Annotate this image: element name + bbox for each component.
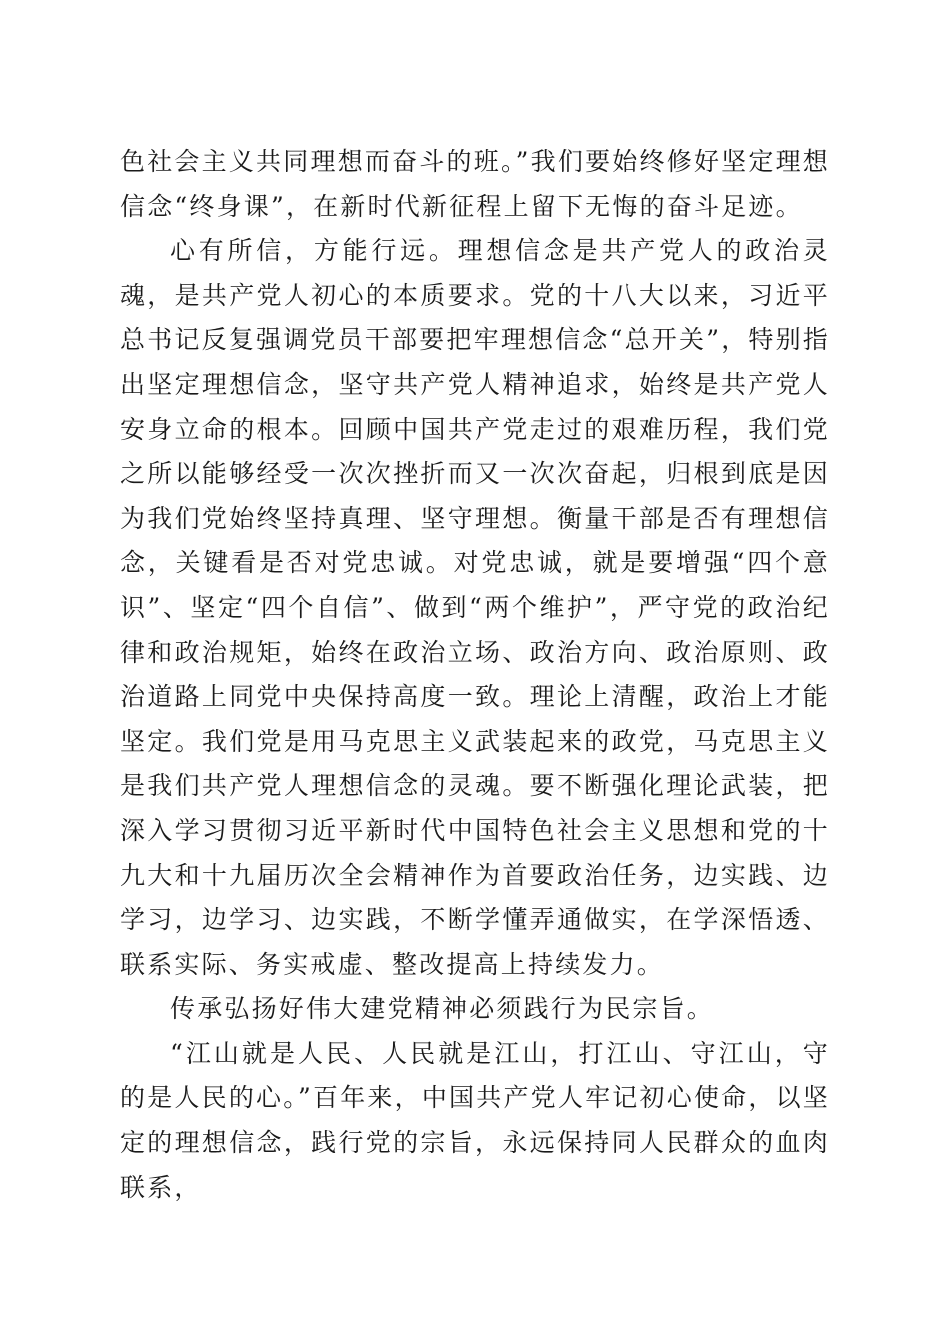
paragraph-3-heading: 传承弘扬好伟大建党精神必须践行为民宗旨。 <box>170 994 715 1024</box>
paragraph-1: 色社会主义共同理想而奋斗的班。”我们要始终修好坚定理想信念“终身课”，在新时代新征程上留下无悔的奋斗足迹。 <box>120 147 830 221</box>
paragraph-4: “江山就是人民、人民就是江山，打江山、守江山，守的是人民的心。”百年来，中国共产党人牢记初心使命，以坚定的理想信念，践行党的宗旨，永远保持同人民群众的血肉联系， <box>120 1038 830 1202</box>
document-body <box>120 140 830 1210</box>
paragraph-2: 心有所信，方能行远。理想信念是共产党人的政治灵魂，是共产党人初心的本质要求。党的十八大以来，习近平总书记反复强调党员干部要把牢理想信念“总开关”，特别指出坚定理想信念，坚守共产党人精神追求，始终是共产党人安身立命的根本。回顾中国共产党走过的艰难历程，我们党之所以能够经受一次次挫折而又一次次奋起，归根到底是因为我们党始终坚持真理、坚守理想。衡量干部是否有理想信念，关键看是否对党忠诚。对党忠诚，就是要增强“四个意识”、坚定“四个自信”、做到“两个维护”，严守党的政治纪律和政治规矩，始终在政治立场、政治方向、政治原则、政治道路上同党中央保持高度一致。理论上清醒，政治上才能坚定。我们党是用马克思主义武装起来的政党，马克思主义是我们共产党人理想信念的灵魂。要不断强化理论武装，把深入学习贯彻习近平新时代中国特色社会主义思想和党的十九大和十九届历次全会精神作为首要政治任务，边实践、边学习，边学习、边实践，不断学懂弄通做实，在学深悟透、联系实际、务实戒虚、整改提高上持续发力。 <box>120 236 830 979</box>
